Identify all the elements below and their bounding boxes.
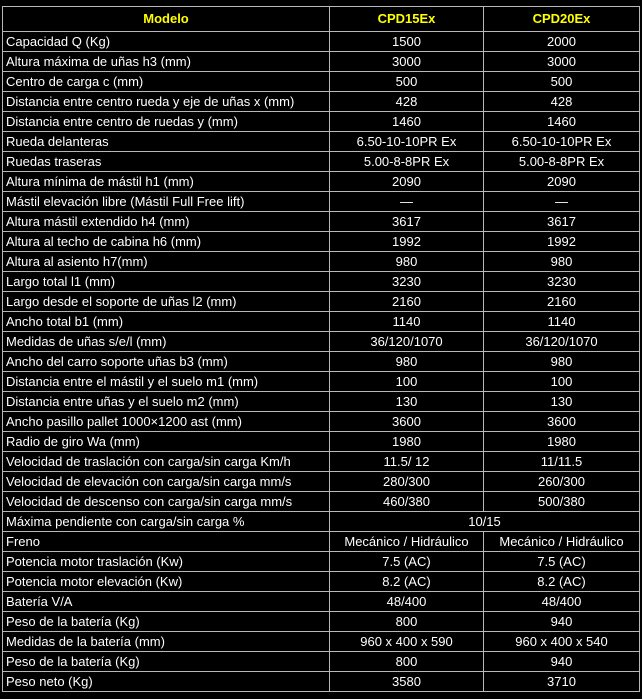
row-value-model-2: 100 [484, 372, 640, 392]
row-value-model-1: 8.2 (AC) [330, 572, 484, 592]
row-label: Medidas de la batería (mm) [3, 632, 330, 652]
row-label: Largo total l1 (mm) [3, 272, 330, 292]
row-value-model-1: 3580 [330, 672, 484, 692]
table-row [3, 512, 640, 532]
row-value-model-2: 1460 [484, 112, 640, 132]
row-label: Centro de carga c (mm) [3, 72, 330, 92]
row-value-model-2: 960 x 400 x 540 [484, 632, 640, 652]
row-value-model-1: 100 [330, 372, 484, 392]
row-value-model-2: 980 [484, 352, 640, 372]
row-label: Peso de la batería (Kg) [3, 612, 330, 632]
table-row [3, 532, 640, 552]
spec-body [3, 32, 640, 692]
row-value-model-1: 3000 [330, 52, 484, 72]
table-row [3, 632, 640, 652]
row-label: Ancho pasillo pallet 1000×1200 ast (mm) [3, 412, 330, 432]
row-value-model-1: 1500 [330, 32, 484, 52]
row-value-model-1: 2160 [330, 292, 484, 312]
table-row [3, 292, 640, 312]
row-value-model-2: 2160 [484, 292, 640, 312]
row-value-model-1: 980 [330, 352, 484, 372]
row-value-model-1: — [330, 192, 484, 212]
header-model-2: CPD20Ex [484, 7, 640, 32]
row-label: Ancho total b1 (mm) [3, 312, 330, 332]
row-value-model-2: 980 [484, 252, 640, 272]
row-label: Velocidad de elevación con carga/sin carga mm/s [3, 472, 330, 492]
table-row [3, 592, 640, 612]
row-value-model-2: 3617 [484, 212, 640, 232]
row-value-model-2: 130 [484, 392, 640, 412]
row-value-model-2: 260/300 [484, 472, 640, 492]
row-label: Distancia entre uñas y el suelo m2 (mm) [3, 392, 330, 412]
table-row [3, 552, 640, 572]
row-value-model-2: 5.00-8-8PR Ex [484, 152, 640, 172]
row-value-model-1: 130 [330, 392, 484, 412]
row-label: Ancho del carro soporte uñas b3 (mm) [3, 352, 330, 372]
row-label: Altura al techo de cabina h6 (mm) [3, 232, 330, 252]
row-value-model-2: 3000 [484, 52, 640, 72]
table-row [3, 32, 640, 52]
row-value-model-2: 36/120/1070 [484, 332, 640, 352]
row-value-model-1: 2090 [330, 172, 484, 192]
table-row [3, 412, 640, 432]
row-label: Potencia motor traslación (Kw) [3, 552, 330, 572]
row-value-model-1: 7.5 (AC) [330, 552, 484, 572]
table-row [3, 492, 640, 512]
row-value-model-1: 3617 [330, 212, 484, 232]
table-row [3, 372, 640, 392]
row-value-model-1: 800 [330, 612, 484, 632]
header-label: Modelo [3, 7, 330, 32]
row-value-model-1: 428 [330, 92, 484, 112]
row-label: Peso neto (Kg) [3, 672, 330, 692]
table-row [3, 312, 640, 332]
row-value-model-1: 48/400 [330, 592, 484, 612]
row-value-model-1: 960 x 400 x 590 [330, 632, 484, 652]
row-value-model-2: 500 [484, 72, 640, 92]
row-value-model-2: 940 [484, 652, 640, 672]
row-label: Potencia motor elevación (Kw) [3, 572, 330, 592]
row-value-model-1: 980 [330, 252, 484, 272]
row-value-model-1: 460/380 [330, 492, 484, 512]
row-label: Capacidad Q (Kg) [3, 32, 330, 52]
row-value-model-2: 428 [484, 92, 640, 112]
header-row [3, 7, 640, 32]
row-value-model-2: 1992 [484, 232, 640, 252]
row-value-model-1: 6.50-10-10PR Ex [330, 132, 484, 152]
row-value-model-1: 36/120/1070 [330, 332, 484, 352]
row-value-model-2: 7.5 (AC) [484, 552, 640, 572]
row-label: Altura mástil extendido h4 (mm) [3, 212, 330, 232]
row-label: Distancia entre el mástil y el suelo m1 (mm) [3, 372, 330, 392]
row-value-model-2: 3230 [484, 272, 640, 292]
table-row [3, 212, 640, 232]
header-model-1: CPD15Ex [330, 7, 484, 32]
row-value-model-2: Mecánico / Hidráulico [484, 532, 640, 552]
row-value-model-2: 500/380 [484, 492, 640, 512]
row-value-model-1: 1460 [330, 112, 484, 132]
row-value-model-2: 3710 [484, 672, 640, 692]
table-row [3, 132, 640, 152]
row-label: Peso de la batería (Kg) [3, 652, 330, 672]
table-row [3, 572, 640, 592]
table-row [3, 112, 640, 132]
row-label: Máxima pendiente con carga/sin carga % [3, 512, 330, 532]
table-row [3, 92, 640, 112]
row-label: Altura máxima de uñas h3 (mm) [3, 52, 330, 72]
table-row [3, 612, 640, 632]
row-label: Altura al asiento h7(mm) [3, 252, 330, 272]
row-label: Batería V/A [3, 592, 330, 612]
row-value-model-1: 500 [330, 72, 484, 92]
row-value-model-2: — [484, 192, 640, 212]
table-row [3, 652, 640, 672]
spec-table [2, 6, 640, 692]
table-row [3, 152, 640, 172]
row-label: Medidas de uñas s/e/l (mm) [3, 332, 330, 352]
table-row [3, 72, 640, 92]
row-value-model-2: 8.2 (AC) [484, 572, 640, 592]
row-label: Distancia entre centro de ruedas y (mm) [3, 112, 330, 132]
row-value-model-2: 3600 [484, 412, 640, 432]
table-row [3, 332, 640, 352]
row-label: Distancia entre centro rueda y eje de uñas x (mm) [3, 92, 330, 112]
table-row [3, 472, 640, 492]
row-value-merged: 10/15 [330, 512, 640, 532]
table-row [3, 392, 640, 412]
table-row [3, 452, 640, 472]
table-row [3, 672, 640, 692]
row-value-model-2: 48/400 [484, 592, 640, 612]
table-row [3, 272, 640, 292]
row-value-model-1: Mecánico / Hidráulico [330, 532, 484, 552]
row-value-model-2: 2000 [484, 32, 640, 52]
table-row [3, 252, 640, 272]
table-row [3, 352, 640, 372]
table-row [3, 192, 640, 212]
row-label: Radio de giro Wa (mm) [3, 432, 330, 452]
table-row [3, 172, 640, 192]
row-value-model-1: 11.5/ 12 [330, 452, 484, 472]
row-value-model-1: 5.00-8-8PR Ex [330, 152, 484, 172]
row-value-model-1: 800 [330, 652, 484, 672]
row-value-model-1: 1980 [330, 432, 484, 452]
row-label: Ruedas traseras [3, 152, 330, 172]
row-value-model-2: 940 [484, 612, 640, 632]
row-value-model-1: 280/300 [330, 472, 484, 492]
row-value-model-1: 3600 [330, 412, 484, 432]
row-value-model-1: 3230 [330, 272, 484, 292]
row-value-model-2: 1140 [484, 312, 640, 332]
row-label: Mástil elevación libre (Mástil Full Free lift) [3, 192, 330, 212]
row-value-model-2: 6.50-10-10PR Ex [484, 132, 640, 152]
row-label: Velocidad de traslación con carga/sin carga Km/h [3, 452, 330, 472]
row-label: Velocidad de descenso con carga/sin carga mm/s [3, 492, 330, 512]
row-label: Altura mínima de mástil h1 (mm) [3, 172, 330, 192]
row-label: Largo desde el soporte de uñas l2 (mm) [3, 292, 330, 312]
row-value-model-1: 1992 [330, 232, 484, 252]
row-value-model-2: 1980 [484, 432, 640, 452]
table-row [3, 232, 640, 252]
row-value-model-1: 1140 [330, 312, 484, 332]
table-row [3, 432, 640, 452]
row-label: Freno [3, 532, 330, 552]
row-value-model-2: 2090 [484, 172, 640, 192]
row-label: Rueda delanteras [3, 132, 330, 152]
row-value-model-2: 11/11.5 [484, 452, 640, 472]
table-row [3, 52, 640, 72]
